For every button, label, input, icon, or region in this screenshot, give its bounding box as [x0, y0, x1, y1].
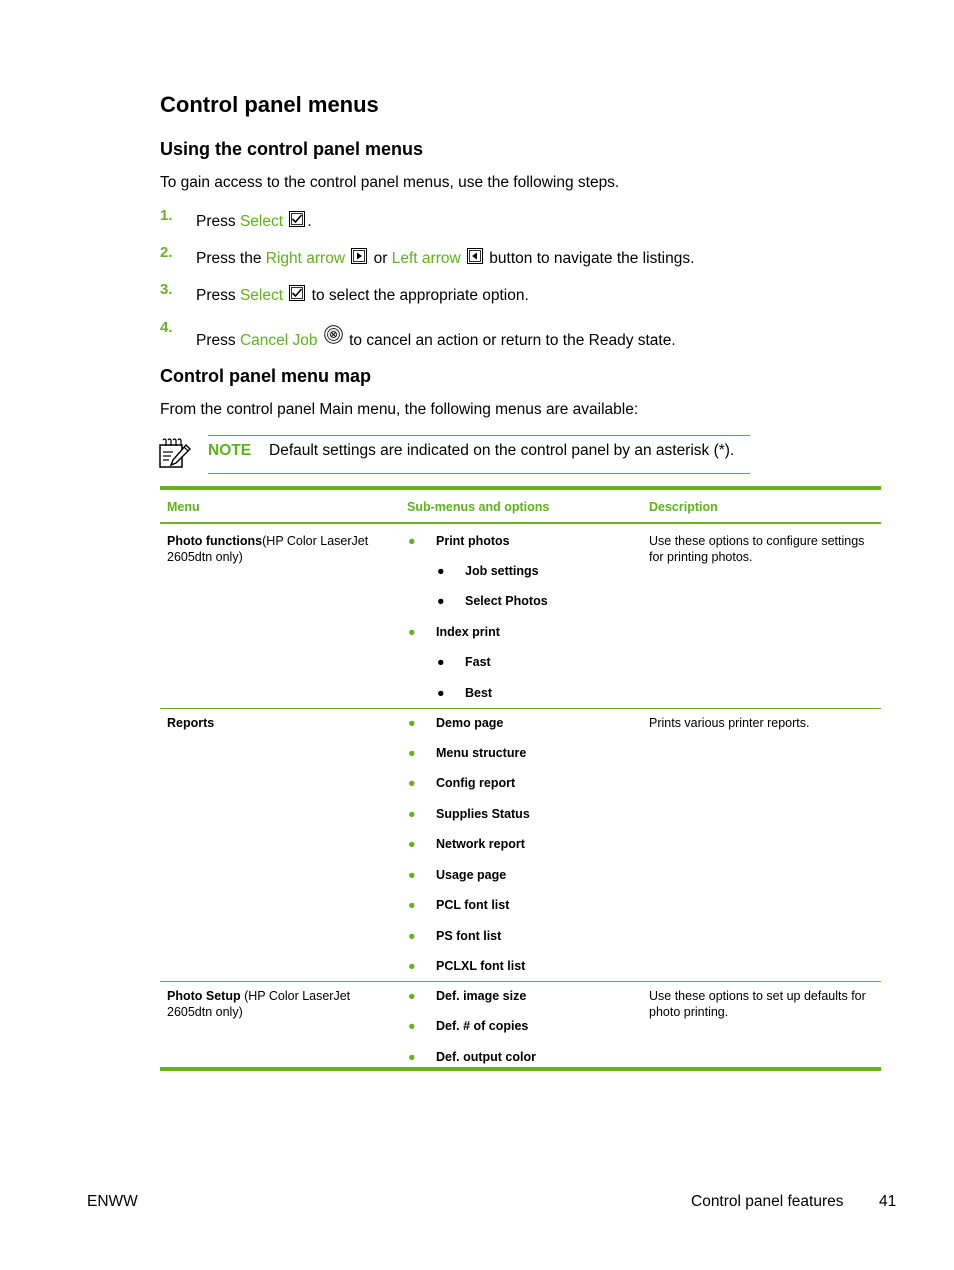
table-cell-menu: Photo Setup (HP Color LaserJet 2605dtn only)	[167, 989, 351, 1019]
select-link[interactable]: Select	[239, 287, 284, 304]
note-label: NOTE	[208, 442, 252, 459]
list-item: ● Best	[437, 686, 493, 700]
note-box	[208, 435, 750, 474]
section-intro-map: From the control panel Main menu, the following menus are available:	[160, 401, 639, 418]
section-heading-map: Control panel menu map	[160, 366, 372, 386]
step-number: 3.	[160, 281, 173, 298]
step-number: 4.	[160, 319, 173, 336]
table-cell-description: Use these options to set up defaults for photo printing.	[649, 989, 866, 1019]
list-item: ● Def. # of copies	[408, 1019, 529, 1033]
column-header-description: Description	[649, 500, 718, 514]
footer-section: Control panel features	[691, 1193, 844, 1210]
note-text: Default settings are indicated on the control panel by an asterisk (*).	[269, 442, 735, 459]
step-3: 3. Press Select to select the appropriate option.	[160, 281, 529, 304]
table-cell-menu: Photo functions(HP Color LaserJet 2605dtn only)	[167, 534, 369, 564]
step-number: 1.	[160, 207, 173, 224]
section-heading-using: Using the control panel menus	[160, 139, 424, 159]
list-item: ● PS font list	[408, 929, 502, 943]
row-divider	[160, 981, 881, 982]
select-link[interactable]: Select	[239, 213, 284, 230]
select-checkmark-icon	[289, 285, 305, 301]
column-header-submenus: Sub-menus and options	[407, 500, 550, 514]
right-arrow-icon	[351, 248, 367, 264]
step-2: 2. Press the Right arrow or Left arrow button to navigate the listings.	[160, 244, 695, 267]
list-item: ● Fast	[437, 655, 491, 669]
list-item: ● Config report	[408, 776, 516, 790]
list-item: ● Def. output color	[408, 1050, 536, 1064]
list-item: ● Demo page	[408, 716, 504, 730]
list-item: ● PCL font list	[408, 898, 510, 912]
footer-left: ENWW	[87, 1193, 138, 1210]
list-item: ● Menu structure	[408, 746, 527, 760]
select-checkmark-icon	[289, 211, 305, 227]
section-intro-using: To gain access to the control panel menus, use the following steps.	[160, 174, 620, 191]
row-divider	[160, 708, 881, 709]
list-item: ● Supplies Status	[408, 807, 530, 821]
list-item: ● Usage page	[408, 868, 507, 882]
page-title: Control panel menus	[160, 92, 379, 117]
page-number: 41	[879, 1193, 897, 1210]
list-item: ● PCLXL font list	[408, 959, 526, 973]
table-header	[160, 490, 881, 524]
cancel-job-icon	[324, 325, 343, 344]
cancel-job-link[interactable]: Cancel Job	[239, 332, 318, 349]
right-arrow-link[interactable]: Right arrow	[265, 250, 346, 267]
table-cell-menu: Reports	[167, 716, 215, 730]
step-4: 4. Press Cancel Job to cancel an action or return to the Ready state.	[160, 319, 676, 349]
list-item: ● Job settings	[437, 564, 539, 578]
list-item: ● Select Photos	[437, 594, 548, 608]
note-pad-icon	[159, 437, 191, 469]
left-arrow-icon	[467, 248, 483, 264]
list-item: ● Def. image size	[408, 989, 527, 1003]
list-item: ● Print photos	[408, 534, 510, 548]
table-cell-description: Use these options to configure settings for printing photos.	[649, 534, 865, 564]
table-cell-description: Prints various printer reports.	[649, 716, 810, 730]
step-number: 2.	[160, 244, 173, 261]
step-1: 1. Press Select .	[160, 207, 312, 230]
left-arrow-link[interactable]: Left arrow	[391, 250, 461, 267]
list-item: ● Network report	[408, 837, 525, 851]
column-header-menu: Menu	[167, 500, 200, 514]
list-item: ● Index print	[408, 625, 500, 639]
menu-map-table	[160, 486, 881, 1071]
